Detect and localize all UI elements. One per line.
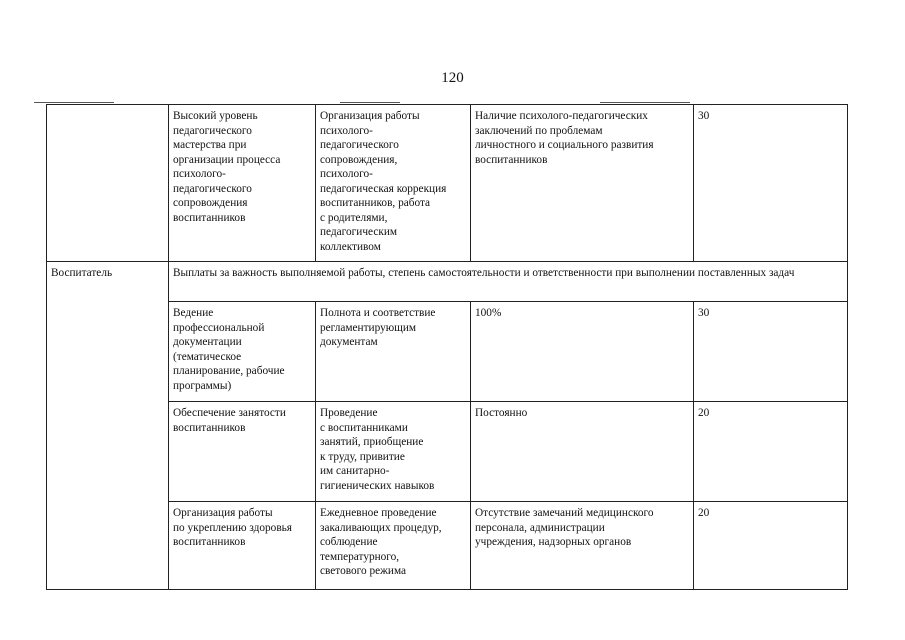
- activity-cell: Организация работы психолого- педагогического сопровождения, психолого- педагогическая коррекция воспитанников, работа с родителями, педагогическим коллективом: [316, 105, 471, 262]
- activity-cell: Проведение с воспитанниками занятий, приобщение к труду, привитие им санитарно- гигиенических навыков: [316, 402, 471, 502]
- section-heading: Выплаты за важность выполняемой работы, степень самостоятельности и ответственности при выполнении поставленных задач: [169, 262, 848, 302]
- criterion-cell: Ведение профессиональной документации (тематическое планирование, рабочие программы): [169, 302, 316, 402]
- points-cell: 30: [694, 302, 848, 402]
- position-cell: [47, 105, 169, 262]
- scan-line-center: [340, 102, 400, 103]
- criteria-table: [46, 104, 848, 590]
- points-cell: 20: [694, 402, 848, 502]
- indicator-cell: 100%: [471, 302, 694, 402]
- activity-cell: Полнота и соответствие регламентирующим документам: [316, 302, 471, 402]
- scan-line-right: [600, 102, 690, 103]
- table-row: [47, 262, 848, 302]
- criterion-cell: Обеспечение занятости воспитанников: [169, 402, 316, 502]
- indicator-cell: Постоянно: [471, 402, 694, 502]
- indicator-cell: Отсутствие замечаний медицинского персонала, администрации учреждения, надзорных органов: [471, 502, 694, 590]
- criterion-cell: Организация работы по укреплению здоровья воспитанников: [169, 502, 316, 590]
- criterion-cell: Высокий уровень педагогического мастерства при организации процесса психолого- педагогического сопровождения воспитанников: [169, 105, 316, 262]
- page-number: 120: [441, 70, 464, 86]
- activity-cell: Ежедневное проведение закаливающих процедур, соблюдение температурного, светового режима: [316, 502, 471, 590]
- points-cell: 30: [694, 105, 848, 262]
- scan-line-left: [34, 102, 114, 103]
- position-cell: Воспитатель: [47, 262, 169, 590]
- indicator-cell: Наличие психолого-педагогических заключений по проблемам личностного и социального развития воспитанников: [471, 105, 694, 262]
- table-row: [47, 105, 848, 262]
- points-cell: 20: [694, 502, 848, 590]
